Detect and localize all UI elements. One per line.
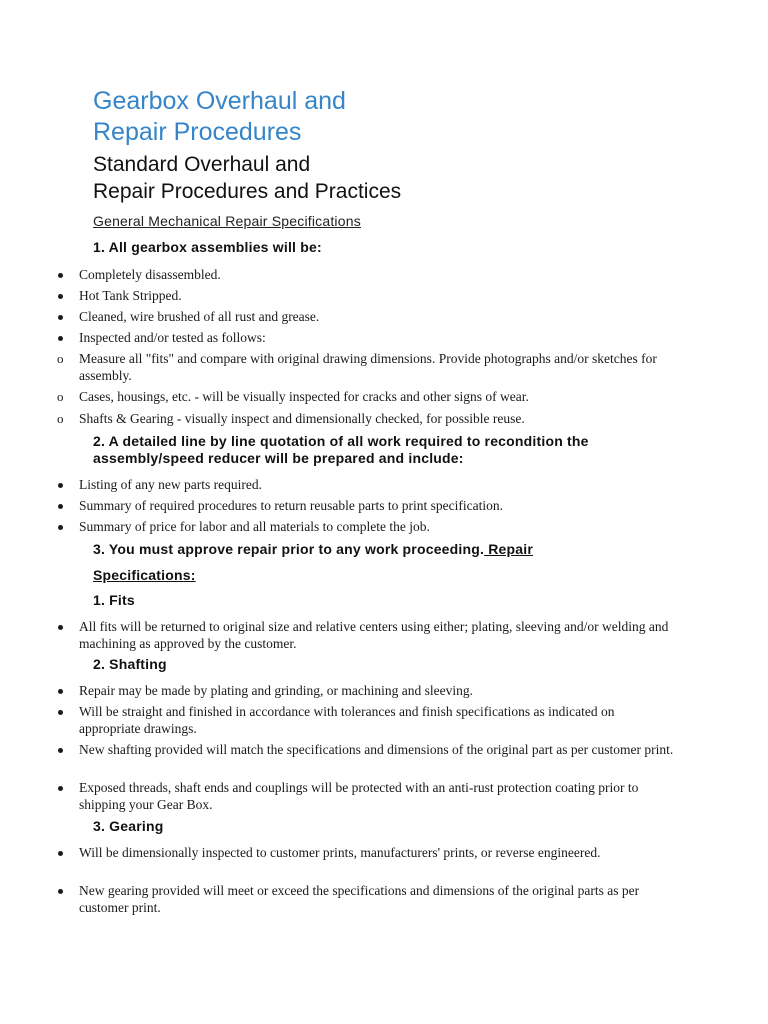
bullet-icon	[58, 273, 63, 278]
list-item	[0, 618, 679, 656]
list-item-text: Completely disassembled.	[79, 267, 221, 282]
sub-bullet-icon: o	[57, 411, 64, 426]
list-item-text: New shafting provided will match the specifications and dimensions of the original part as per customer print.	[79, 742, 674, 757]
list-item	[0, 703, 679, 741]
subtitle-line-2: Repair Procedures and Practices	[93, 180, 402, 203]
list-item-text: Exposed threads, shaft ends and couplings will be protected with an anti-rust protection coating prior to shipping your Gear Box.	[79, 780, 639, 812]
list-item	[0, 350, 679, 388]
bullet-icon	[58, 336, 63, 341]
list-item-text: Summary of required procedures to return reusable parts to print specification.	[79, 498, 503, 513]
list-item-text: Listing of any new parts required.	[79, 477, 262, 492]
list-item-text: Will be dimensionally inspected to customer prints, manufacturers' prints, or reverse engineered.	[79, 845, 601, 860]
subtitle-line-1: Standard Overhaul and	[93, 153, 311, 176]
section-3-heading	[93, 541, 533, 557]
bullet-icon	[58, 851, 63, 856]
list-item	[0, 388, 679, 410]
repair-specifications-link[interactable]: Repair	[484, 541, 533, 557]
list-item	[0, 476, 679, 497]
section-2-heading-line-2: assembly/speed reducer will be prepared and include:	[93, 450, 464, 466]
shafting-list	[0, 682, 679, 817]
list-item	[0, 844, 679, 882]
title-line-1: Gearbox Overhaul and	[93, 87, 346, 115]
list-item-text: Will be straight and finished in accordance with tolerances and finish specifications as indicated on appropriate drawings.	[79, 704, 615, 736]
gearing-list	[0, 844, 679, 920]
list-item	[0, 518, 679, 539]
bullet-icon	[58, 710, 63, 715]
section-3-heading-text: 3. You must approve repair prior to any work proceeding.	[93, 541, 485, 557]
list-item	[0, 329, 679, 350]
list-item-text: New gearing provided will meet or exceed the specifications and dimensions of the original parts as per customer print.	[79, 883, 640, 915]
bullet-icon	[58, 625, 63, 630]
list-item-text: Repair may be made by plating and grinding, or machining and sleeving.	[79, 683, 474, 698]
sub-bullet-icon: o	[57, 351, 64, 366]
list-item-text: Cases, housings, etc. - will be visually inspected for cracks and other signs of wear.	[79, 389, 529, 404]
bullet-icon	[58, 483, 63, 488]
fits-heading: 1. Fits	[93, 592, 135, 608]
bullet-icon	[58, 748, 63, 753]
fits-list	[0, 618, 679, 656]
section-2-heading	[93, 433, 653, 467]
document-title	[93, 86, 653, 148]
list-item-text: Shafts & Gearing - visually inspect and dimensionally checked, for possible reuse.	[79, 411, 525, 426]
list-item	[0, 882, 679, 920]
list-item	[0, 410, 679, 431]
list-item	[0, 497, 679, 518]
repair-specifications-link-continued[interactable]: Specifications:	[93, 567, 196, 583]
bullet-icon	[58, 889, 63, 894]
list-item-text: Inspected and/or tested as follows:	[79, 330, 266, 345]
list-item	[0, 287, 679, 308]
document-subtitle	[93, 151, 653, 205]
sub-bullet-icon: o	[57, 389, 64, 404]
section-2-list	[0, 476, 679, 539]
bullet-icon	[58, 525, 63, 530]
list-item	[0, 741, 679, 779]
title-line-2: Repair Procedures	[93, 118, 302, 146]
list-item-text: Hot Tank Stripped.	[79, 288, 182, 303]
list-item	[0, 682, 679, 703]
list-item-text: Measure all "fits" and compare with original drawing dimensions. Provide photographs and/or sketches for assembly.	[79, 351, 657, 383]
section-2-heading-line-1: 2. A detailed line by line quotation of all work required to recondition the	[93, 433, 589, 449]
list-item-text: All fits will be returned to original size and relative centers using either; plating, sleeving and/or welding and machining as approved by the customer.	[79, 619, 669, 651]
list-item	[0, 779, 679, 817]
section-1-list	[0, 266, 679, 431]
list-item-text: Cleaned, wire brushed of all rust and grease.	[79, 309, 320, 324]
shafting-heading: 2. Shafting	[93, 656, 167, 672]
list-item-text: Summary of price for labor and all materials to complete the job.	[79, 519, 430, 534]
bullet-icon	[58, 504, 63, 509]
bullet-icon	[58, 689, 63, 694]
bullet-icon	[58, 294, 63, 299]
bullet-icon	[58, 786, 63, 791]
list-item	[0, 308, 679, 329]
gearing-heading: 3. Gearing	[93, 818, 164, 834]
general-specifications-heading: General Mechanical Repair Specifications	[93, 213, 361, 229]
section-1-heading: 1. All gearbox assemblies will be:	[93, 239, 322, 255]
list-item	[0, 266, 679, 287]
bullet-icon	[58, 315, 63, 320]
